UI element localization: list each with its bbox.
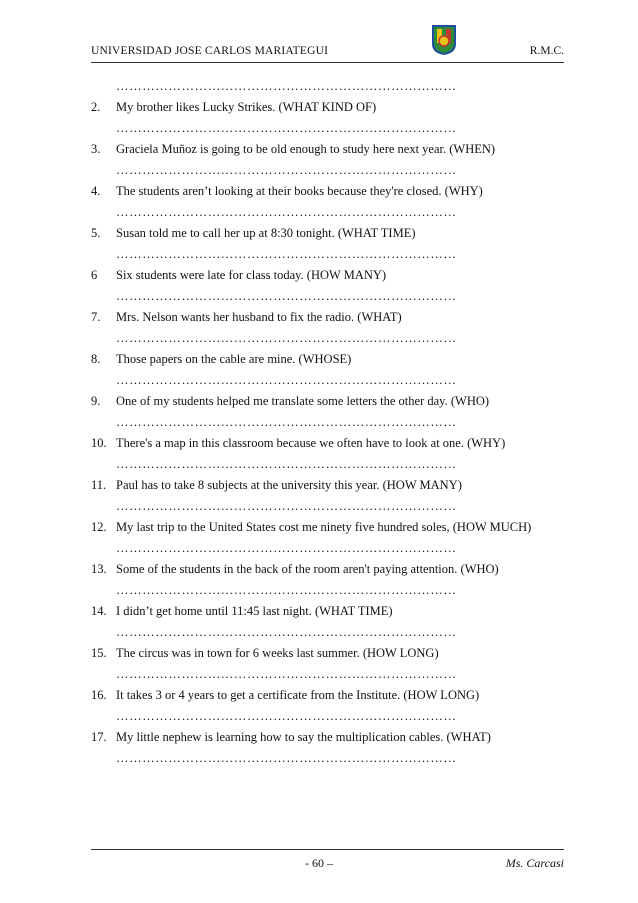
answer-line: …………………………………………………………………… <box>116 499 457 513</box>
item-number: 7. <box>91 310 101 324</box>
item-number: 9. <box>91 394 101 408</box>
item-number: 13. <box>91 562 107 576</box>
answer-line: …………………………………………………………………… <box>116 457 457 471</box>
answer-line: …………………………………………………………………… <box>116 163 457 177</box>
item-number: 5. <box>91 226 101 240</box>
university-name: UNIVERSIDAD JOSE CARLOS MARIATEGUI <box>91 45 329 57</box>
exercise-item <box>91 478 462 493</box>
answer-line: …………………………………………………………………… <box>116 415 457 429</box>
exercise-item <box>91 100 376 115</box>
teacher-name: Ms. Carcasi <box>505 856 564 870</box>
exercise-item <box>91 394 489 409</box>
university-crest-icon <box>431 24 457 56</box>
answer-line: …………………………………………………………………… <box>116 289 457 303</box>
item-text: Paul has to take 8 subjects at the university this year. (HOW MANY) <box>116 478 462 492</box>
header-initials: R.M.C. <box>529 45 564 57</box>
item-text: Mrs. Nelson wants her husband to fix the radio. (WHAT) <box>116 310 402 324</box>
item-text: My little nephew is learning how to say the multiplication cables. (WHAT) <box>116 730 491 744</box>
item-text: One of my students helped me translate some letters the other day. (WHO) <box>116 394 490 408</box>
answer-line: …………………………………………………………………… <box>116 205 457 219</box>
item-number: 4. <box>91 184 101 198</box>
item-text: Graciela Muñoz is going to be old enough to study here next year. (WHEN) <box>116 142 496 156</box>
item-text: Susan told me to call her up at 8:30 tonight. (WHAT TIME) <box>116 226 416 240</box>
answer-line: …………………………………………………………………… <box>116 583 457 597</box>
item-text: Those papers on the cable are mine. (WHOSE) <box>116 352 352 366</box>
item-text: There's a map in this classroom because we often have to look at one. (WHY) <box>116 436 506 450</box>
item-number: 10. <box>91 436 107 450</box>
answer-line: …………………………………………………………………… <box>116 709 457 723</box>
item-number: 11. <box>91 478 107 492</box>
exercise-item <box>91 562 499 577</box>
answer-line: …………………………………………………………………… <box>116 121 457 135</box>
exercise-item <box>91 646 439 661</box>
page-number: - 60 – <box>305 856 333 870</box>
answer-line: …………………………………………………………………… <box>116 667 457 681</box>
answer-line: …………………………………………………………………… <box>116 541 457 555</box>
exercise-item <box>91 226 416 241</box>
header-rule <box>91 62 564 63</box>
item-text: I didn’t get home until 11:45 last night. (WHAT TIME) <box>116 604 393 618</box>
exercise-item <box>91 520 531 535</box>
item-text: It takes 3 or 4 years to get a certificate from the Institute. (HOW LONG) <box>116 688 480 702</box>
exercise-item <box>91 142 495 157</box>
item-text: My brother likes Lucky Strikes. (WHAT KIND OF) <box>116 100 377 114</box>
item-text: The students aren’t looking at their books because they're closed. (WHY) <box>116 184 483 198</box>
answer-line: …………………………………………………………………… <box>116 79 457 93</box>
exercise-item <box>91 730 491 745</box>
item-text: Some of the students in the back of the room aren't paying attention. (WHO) <box>116 562 499 576</box>
exercise-item <box>91 184 483 199</box>
page-header <box>91 38 564 62</box>
item-number: 8. <box>91 352 101 366</box>
item-number: 12. <box>91 520 107 534</box>
item-number: 2. <box>91 100 101 114</box>
exercise-item <box>91 604 393 619</box>
footer-rule <box>91 849 564 850</box>
exercise-item <box>91 268 386 283</box>
item-number: 17. <box>91 730 107 744</box>
answer-line: …………………………………………………………………… <box>116 751 457 765</box>
item-number: 14. <box>91 604 107 618</box>
exercise-item <box>91 436 505 451</box>
answer-line: …………………………………………………………………… <box>116 625 457 639</box>
answer-line: …………………………………………………………………… <box>116 373 457 387</box>
answer-line: …………………………………………………………………… <box>116 247 457 261</box>
item-number: 16. <box>91 688 107 702</box>
answer-line: …………………………………………………………………… <box>116 331 457 345</box>
item-number: 6 <box>91 268 98 282</box>
item-text: The circus was in town for 6 weeks last summer. (HOW LONG) <box>116 646 439 660</box>
item-text: Six students were late for class today. (HOW MANY) <box>116 268 387 282</box>
item-number: 3. <box>91 142 101 156</box>
item-number: 15. <box>91 646 107 660</box>
exercise-item <box>91 352 351 367</box>
item-text: My last trip to the United States cost me ninety five hundred soles, (HOW MUCH) <box>116 520 532 534</box>
exercise-item <box>91 688 479 703</box>
exercise-item <box>91 310 402 325</box>
